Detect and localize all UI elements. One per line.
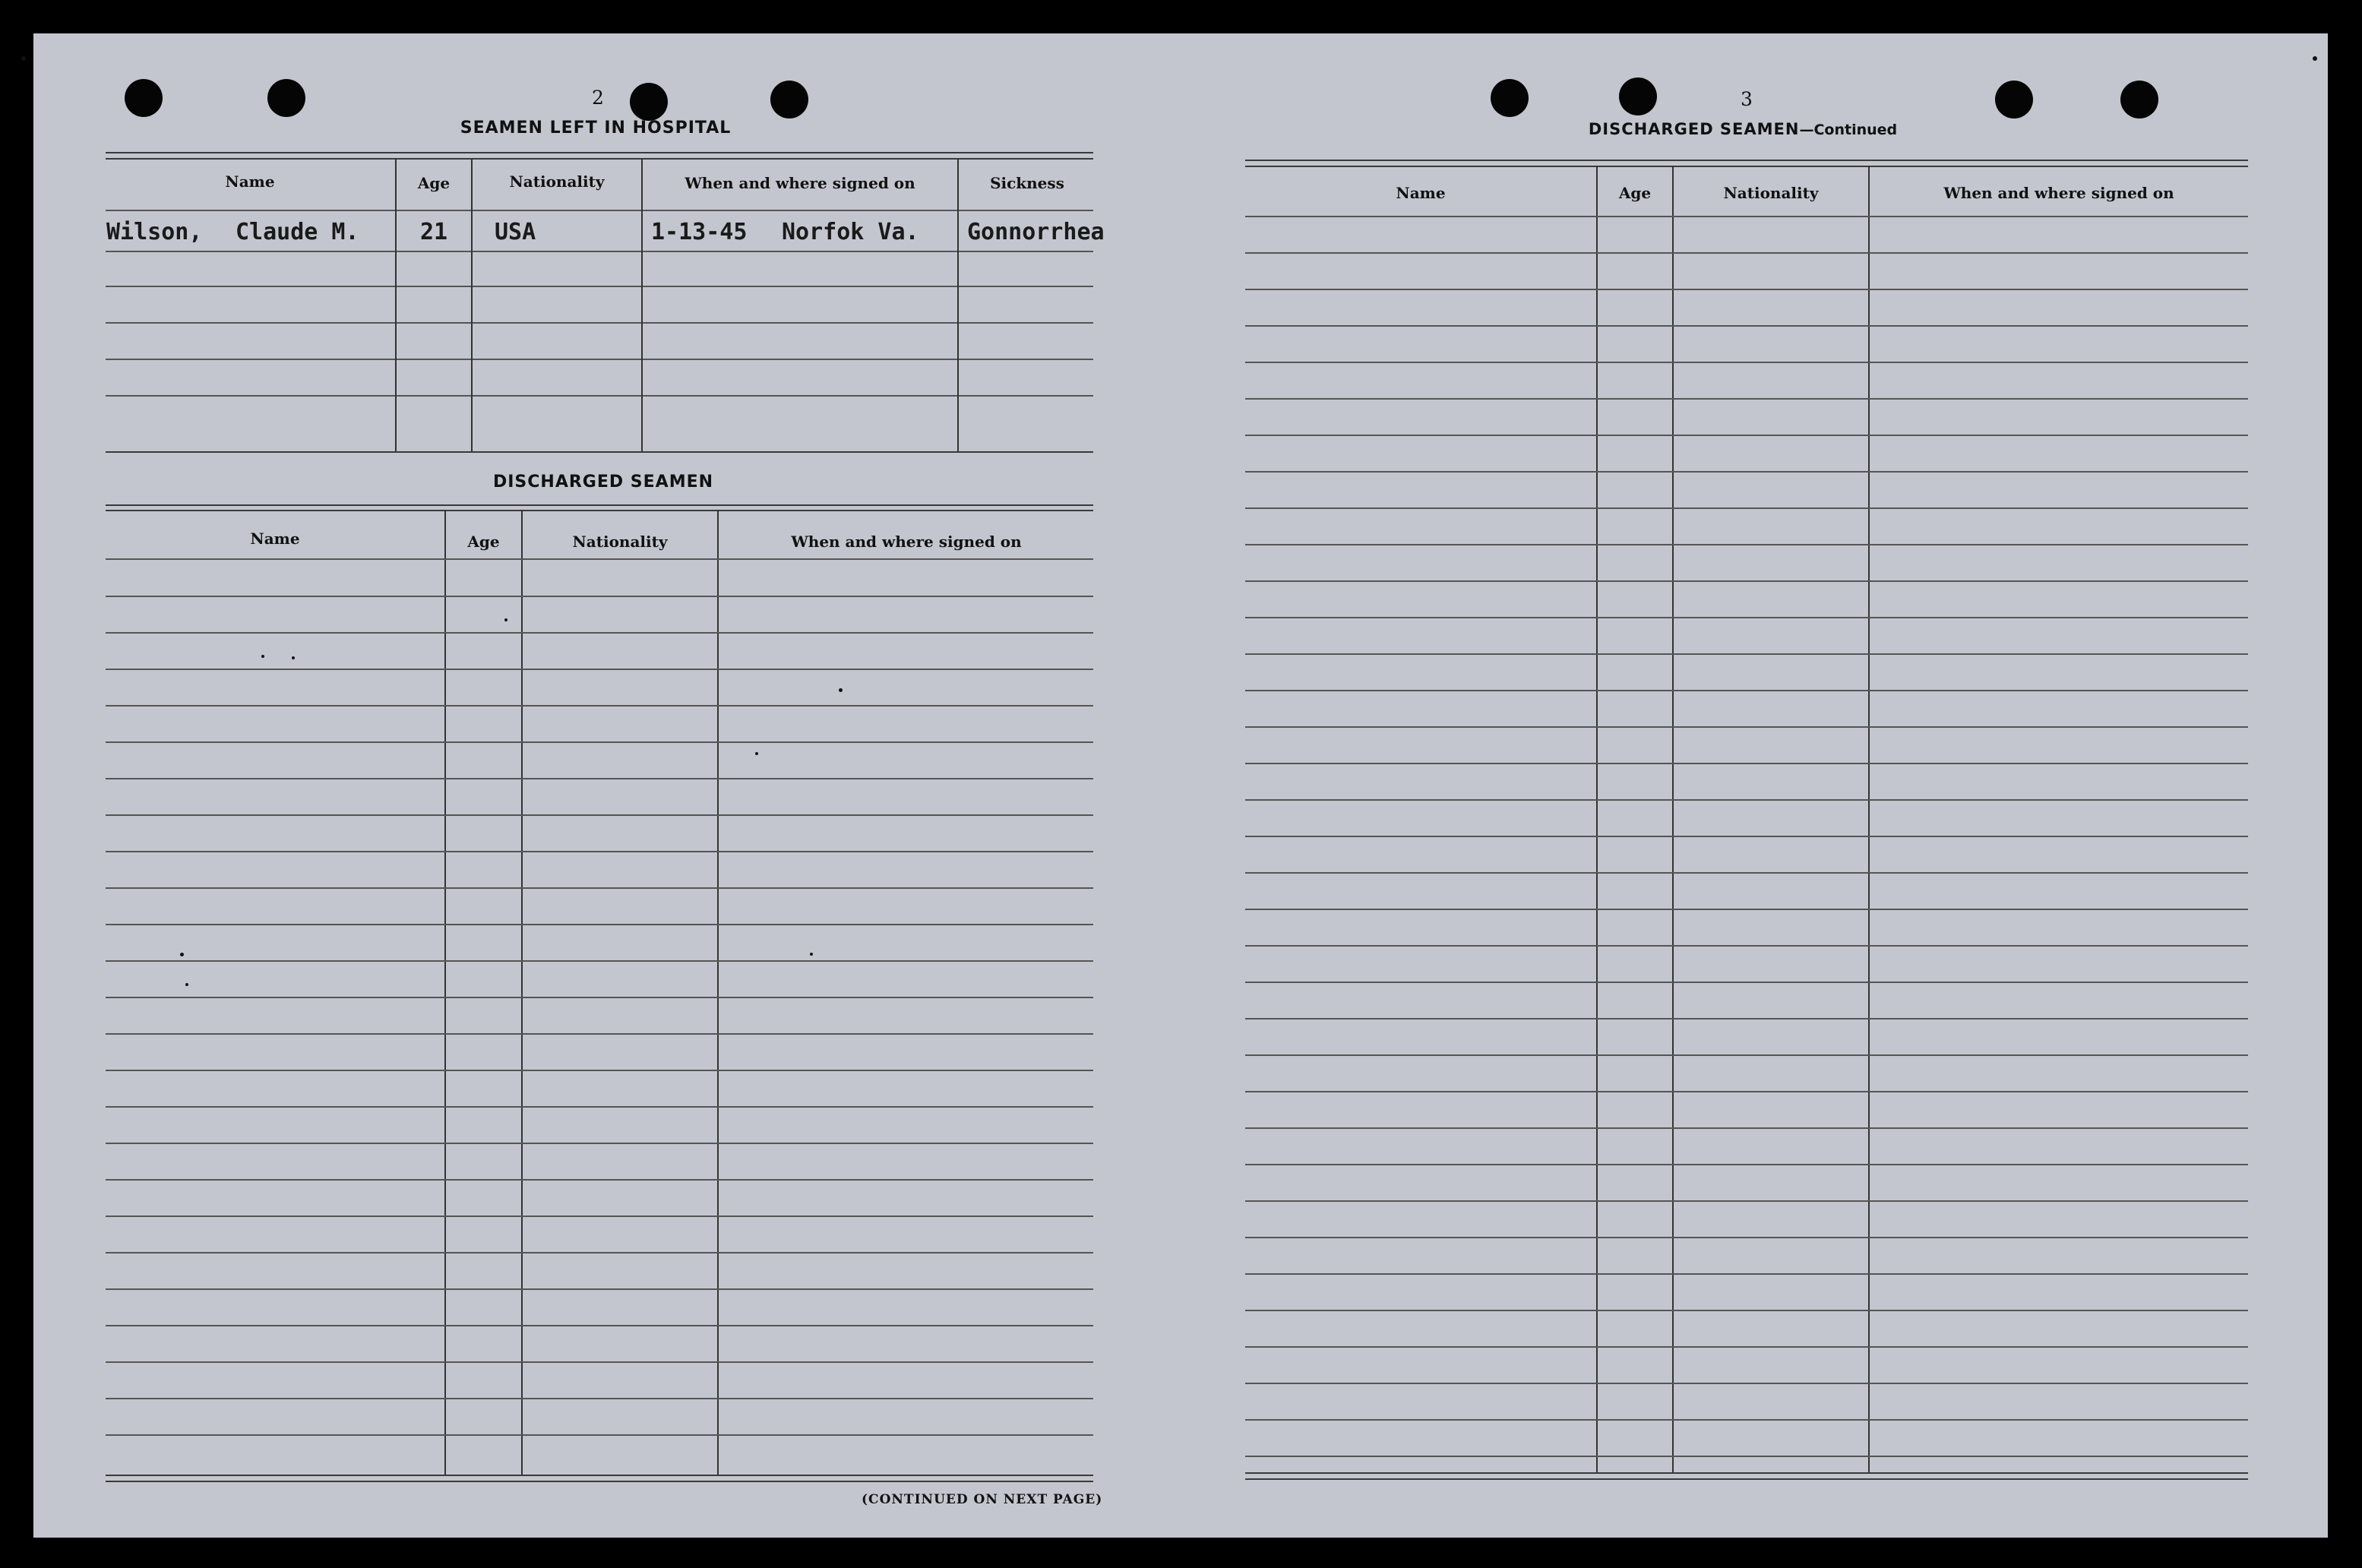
punch-hole [125, 79, 163, 117]
right-page-title-main: DISCHARGED SEAMEN [1588, 120, 1800, 138]
hospital-row-sickness: Gonnorrhea [967, 219, 1105, 245]
continued-footer: (CONTINUED ON NEXT PAGE) [862, 1492, 1103, 1507]
right-page-number: 3 [1741, 88, 1753, 110]
right-page-title [1515, 120, 1971, 138]
hospital-col-signed-on: When and where signed on [685, 174, 915, 192]
punch-hole [1491, 79, 1529, 117]
right-col-signed-on: When and where signed on [1943, 184, 2174, 202]
hospital-row-name-first: Claude M. [236, 219, 359, 245]
hospital-row-date: 1-13-45 [651, 219, 748, 245]
punch-hole [267, 79, 305, 117]
right-col-name: Name [1396, 184, 1446, 202]
discharged-col-age: Age [467, 533, 500, 551]
punch-hole [630, 83, 668, 121]
hospital-col-age: Age [417, 174, 451, 192]
punch-hole [1619, 77, 1657, 115]
discharged-col-nationality: Nationality [572, 533, 668, 551]
right-col-nationality: Nationality [1723, 184, 1819, 202]
discharged-col-name: Name [250, 530, 300, 548]
hospital-section-title: SEAMEN LEFT IN HOSPITAL [460, 119, 732, 138]
hospital-row-name-last: Wilson, [106, 219, 203, 245]
hospital-row-nationality: USA [495, 219, 536, 245]
punch-hole [1995, 81, 2033, 119]
hospital-row-age: 21 [420, 219, 448, 245]
left-page-number: 2 [592, 87, 604, 109]
hospital-col-name: Name [225, 172, 275, 191]
hospital-col-nationality: Nationality [509, 172, 605, 191]
discharged-col-signed-on: When and where signed on [791, 533, 1022, 551]
punch-hole [770, 81, 808, 119]
hospital-row-place: Norfok Va. [782, 219, 919, 245]
discharged-section-title: DISCHARGED SEAMEN [492, 473, 714, 492]
punch-hole [2120, 81, 2158, 119]
right-page-title-suffix: —Continued [1799, 122, 1898, 138]
right-col-age: Age [1618, 184, 1652, 202]
hospital-col-sickness: Sickness [990, 174, 1064, 192]
document-sheet [33, 33, 2328, 1538]
